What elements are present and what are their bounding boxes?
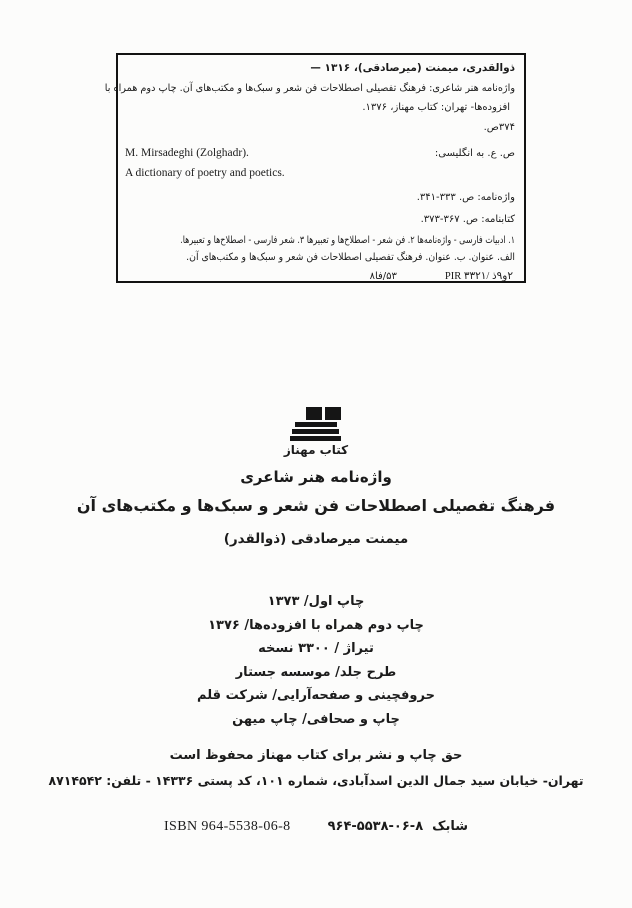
cip-header-line: ذوالقدری، میمنت (میرصادقی)، ۱۳۱۶ — [310,62,515,74]
cip-english-note-label: ص. ع. به انگلیسی: [434,148,515,159]
cip-subjects-line: ۱. ادبیات فارسی - واژه‌نامه‌ها ۲. فن شعر - اصطلاح‌ها و تعبیرها ۳. شعر فارسی - اصطلاح‌ها و تعبیرها. [180,235,515,246]
cip-english-line-2: A dictionary of poetry and poetics. [125,167,285,179]
edition-line-first-printing: چاپ اول/ ۱۳۷۳ [267,594,365,609]
cip-glossary-line: واژه‌نامه: ص. ۳۳۳-۳۴۱. [416,192,515,203]
cip-pages-line: ۳۷۴ص. [483,122,515,133]
author-name: میمنت میرصادقی (ذوالقدر) [223,531,409,547]
publisher-logo-label: کتاب مهناز [283,443,349,457]
cip-bibliography-line: کتابنامه: ص. ۳۶۷-۳۷۳. [420,214,515,225]
cip-call-numbers-row [125,268,515,285]
series-title: واژه‌نامه هنر شاعری [240,468,392,486]
publisher-logo [0,407,632,457]
isbn-persian-digits: ۹۶۴-۵۵۳۸-۰۶-۸ [327,819,424,834]
cip-tracing-line: الف. عنوان. ب. عنوان. فرهنگ تفصیلی اصطلاحات فن شعر و سبک‌ها و مکتب‌های آن. [186,252,515,263]
book-spine-bar [295,422,337,427]
cip-box [104,53,526,283]
stacked-books-icon [290,407,342,441]
cip-title-line-2: افزوده‌ها- تهران: کتاب مهناز، ۱۳۷۶. [362,102,510,113]
cip-english-line-1: M. Mirsadeghi (Zolghadr). [125,147,249,159]
edition-line-print-run: تیراژ / ۳۳۰۰ نسخه [258,641,374,656]
edition-line-second-printing: چاپ دوم همراه با افزوده‌ها/ ۱۳۷۶ [208,617,424,633]
main-title: فرهنگ تفصیلی اصطلاحات فن شعر و سبک‌ها و مکتب‌های آن [76,496,556,515]
edition-line-printing-binding: چاپ و صحافی/ چاپ میهن [232,711,400,727]
dewey-call-number: ۵۳/فا۸ [369,271,397,282]
isbn-english: ISBN 964-5538-06-8 [164,819,291,834]
cip-title-line-1: واژه‌نامه هنر شاعری: فرهنگ تفصیلی اصطلاحات فن شعر و سبک‌ها و مکتب‌های آن. چاپ دوم همراه با [104,83,515,94]
isbn-persian-label: شابک [432,819,468,834]
cip-english-row [125,145,515,162]
book-covers-shape [290,407,342,420]
address-line: تهران- خیابان سید جمال الدین اسدآبادی، شماره ۱۰۱، کد پستی ۱۴۳۳۶ - تلفن: ۸۷۱۴۵۴۲ [48,773,584,788]
edition-line-typesetting: حروفچینی و صفحه‌آرایی/ شرکت قلم [197,688,435,703]
copyright-line: حق چاپ و نشر برای کتاب مهناز محفوظ است [169,748,463,763]
edition-details [0,590,632,731]
lc-call-number: PIR ۳۳۲۱/ ذ۹و۲ [444,271,513,282]
book-spine-bar [292,429,339,434]
book-cover-square [325,407,341,420]
edition-line-cover-design: طرح جلد/ موسسه جستار [235,664,397,680]
book-spine-bar [290,436,341,441]
book-cover-square [306,407,322,420]
isbn-row [0,819,632,835]
